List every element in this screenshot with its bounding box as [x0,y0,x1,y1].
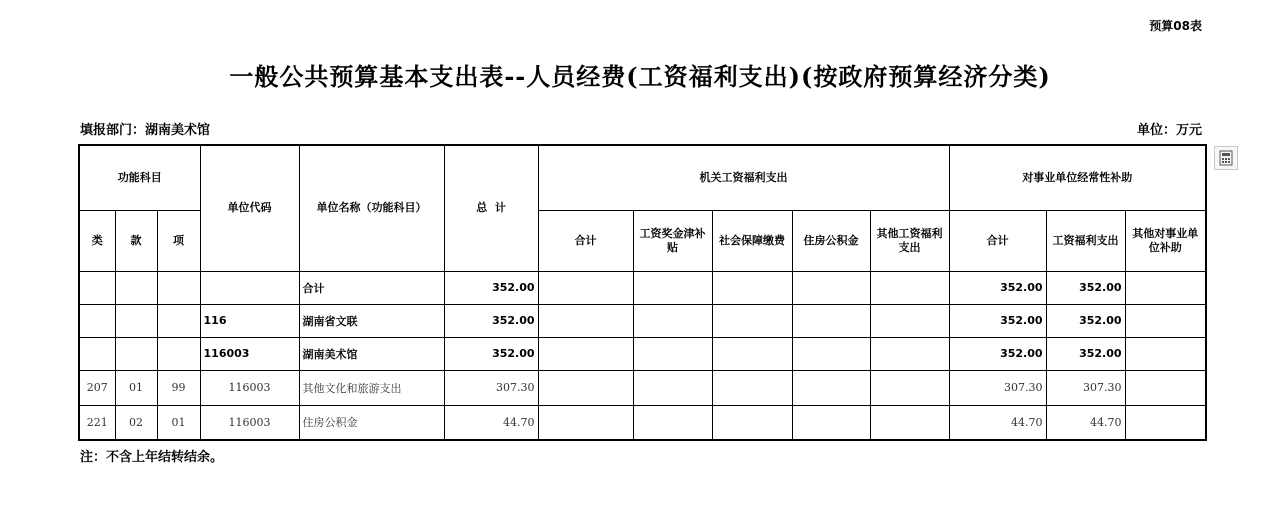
jg-other-cell [870,405,949,440]
jg-other-cell [870,271,949,304]
kuan-cell: 02 [115,405,157,440]
sy-other-cell [1125,337,1206,370]
jg-wage-cell [633,405,712,440]
unit-code-header: 单位代码 [200,145,299,271]
code-cell [200,271,299,304]
name-cell: 合计 [299,271,444,304]
total-cell: 307.30 [444,370,538,405]
budget-table [78,144,1207,441]
func-subject-header: 功能科目 [79,145,200,210]
jg-wage-cell [633,304,712,337]
jg-other-cell [870,304,949,337]
jg-wage-cell [633,370,712,405]
shiye-total-header: 合计 [949,210,1046,271]
jg-housing-cell [792,271,870,304]
jg-total-cell [538,405,633,440]
jg-total-cell [538,337,633,370]
lei-cell: 221 [79,405,115,440]
unit-name-header: 单位名称（功能科目） [299,145,444,271]
name-cell: 湖南美术馆 [299,337,444,370]
lei-cell [79,337,115,370]
table-number: 预算08表 [1149,19,1202,33]
name-cell: 湖南省文联 [299,304,444,337]
total-header: 总 计 [444,145,538,271]
kuan-cell: 01 [115,370,157,405]
jg-social-cell [712,304,792,337]
jg-housing-cell [792,370,870,405]
xiang-cell [157,271,200,304]
kuan-cell [115,337,157,370]
jiguan-header: 机关工资福利支出 [538,145,949,210]
sy-wage-cell: 352.00 [1046,271,1125,304]
sy-other-cell [1125,405,1206,440]
sy-total-cell: 44.70 [949,405,1046,440]
shiye-header: 对事业单位经常性补助 [949,145,1206,210]
jiguan-other-header: 其他工资福利支出 [870,210,949,271]
jg-social-cell [712,405,792,440]
code-cell: 116003 [200,337,299,370]
calculator-icon[interactable] [1214,146,1238,170]
unit-label: 单位：万元 [1136,123,1202,138]
sy-total-cell: 307.30 [949,370,1046,405]
sy-wage-cell: 44.70 [1046,405,1125,440]
jiguan-wage-header: 工资奖金津补贴 [633,210,712,271]
total-cell: 352.00 [444,271,538,304]
jg-housing-cell [792,405,870,440]
footnote: 注：不含上年结转结余。 [80,450,224,465]
lei-cell [79,304,115,337]
shiye-other-header: 其他对事业单位补助 [1125,210,1206,271]
jg-other-cell [870,370,949,405]
jg-wage-cell [633,271,712,304]
jiguan-housing-header: 住房公积金 [792,210,870,271]
kuan-header: 款 [115,210,157,271]
page-title: 一般公共预算基本支出表--人员经费(工资福利支出)(按政府预算经济分类) [229,62,1051,91]
jg-social-cell [712,337,792,370]
kuan-cell [115,271,157,304]
xiang-cell [157,337,200,370]
reporting-department: 填报部门：湖南美术馆 [80,123,211,138]
sy-total-cell: 352.00 [949,271,1046,304]
xiang-cell: 99 [157,370,200,405]
jg-social-cell [712,370,792,405]
kuan-cell [115,304,157,337]
xiang-cell: 01 [157,405,200,440]
total-cell: 352.00 [444,304,538,337]
total-cell: 44.70 [444,405,538,440]
jg-social-cell [712,271,792,304]
table-row [79,337,1206,370]
sy-total-cell: 352.00 [949,304,1046,337]
sy-wage-cell: 352.00 [1046,337,1125,370]
lei-cell: 207 [79,370,115,405]
sy-other-cell [1125,304,1206,337]
xiang-header: 项 [157,210,200,271]
jg-housing-cell [792,304,870,337]
name-cell: 其他文化和旅游支出 [299,370,444,405]
jg-total-cell [538,370,633,405]
name-cell: 住房公积金 [299,405,444,440]
code-cell: 116 [200,304,299,337]
code-cell: 116003 [200,370,299,405]
total-cell: 352.00 [444,337,538,370]
xiang-cell [157,304,200,337]
lei-header: 类 [79,210,115,271]
jiguan-total-header: 合计 [538,210,633,271]
jg-wage-cell [633,337,712,370]
table-row [79,304,1206,337]
sy-total-cell: 352.00 [949,337,1046,370]
table-row [79,405,1206,440]
sy-wage-cell: 352.00 [1046,304,1125,337]
shiye-wage-header: 工资福利支出 [1046,210,1125,271]
table-row [79,370,1206,405]
jiguan-social-header: 社会保障缴费 [712,210,792,271]
sy-wage-cell: 307.30 [1046,370,1125,405]
sy-other-cell [1125,271,1206,304]
table-row [79,271,1206,304]
sy-other-cell [1125,370,1206,405]
lei-cell [79,271,115,304]
jg-housing-cell [792,337,870,370]
jg-total-cell [538,271,633,304]
jg-total-cell [538,304,633,337]
code-cell: 116003 [200,405,299,440]
jg-other-cell [870,337,949,370]
